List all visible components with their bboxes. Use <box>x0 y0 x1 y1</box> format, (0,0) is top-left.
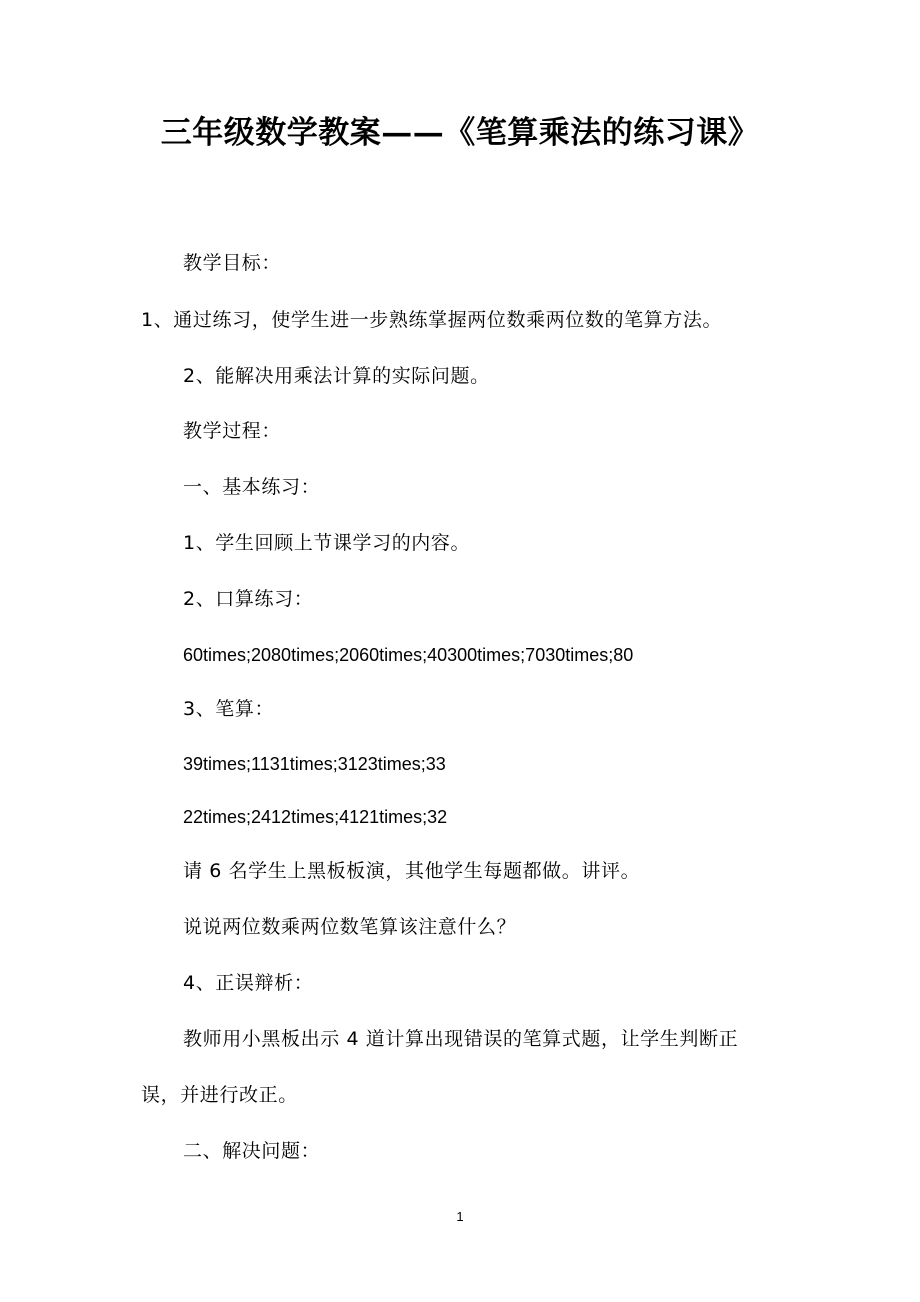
paragraph-oral-practice: 2、口算练习： <box>183 588 314 610</box>
paragraph-written-calc: 3、笔算： <box>183 698 275 720</box>
document-title: 三年级数学教案——《笔算乘法的练习课》 <box>160 115 760 151</box>
paragraph-written-problems-1: 39times;1131times;3123times;33 <box>183 754 446 774</box>
paragraph-teacher-board-line1: 教师用小黑板出示 4 道计算出现错误的笔算式题，让学生判断正 <box>183 1028 739 1050</box>
paragraph-teaching-goals-heading: 教学目标： <box>183 252 282 274</box>
paragraph-goal-1: 1、通过练习，使学生进一步熟练掌握两位数乘两位数的笔算方法。 <box>141 309 723 331</box>
paragraph-teacher-board-line2: 误，并进行改正。 <box>141 1084 298 1106</box>
paragraph-review: 1、学生回顾上节课学习的内容。 <box>183 532 471 554</box>
paragraph-goal-2: 2、能解决用乘法计算的实际问题。 <box>183 365 490 387</box>
page-number: 1 <box>456 1209 464 1224</box>
paragraph-written-problems-2: 22times;2412times;4121times;32 <box>183 807 448 827</box>
paragraph-teaching-process-heading: 教学过程： <box>183 420 282 442</box>
paragraph-oral-problems: 60times;2080times;2060times;40300times;7030times;80 <box>183 645 634 665</box>
paragraph-error-analysis: 4、正误辩析： <box>183 972 314 994</box>
paragraph-problem-solving-heading: 二、解决问题： <box>183 1140 321 1162</box>
paragraph-board-demo: 请 6 名学生上黑板板演，其他学生每题都做。讲评。 <box>183 860 641 882</box>
paragraph-discussion: 说说两位数乘两位数笔算该注意什么？ <box>183 916 517 938</box>
paragraph-basic-practice-heading: 一、基本练习： <box>183 476 321 498</box>
